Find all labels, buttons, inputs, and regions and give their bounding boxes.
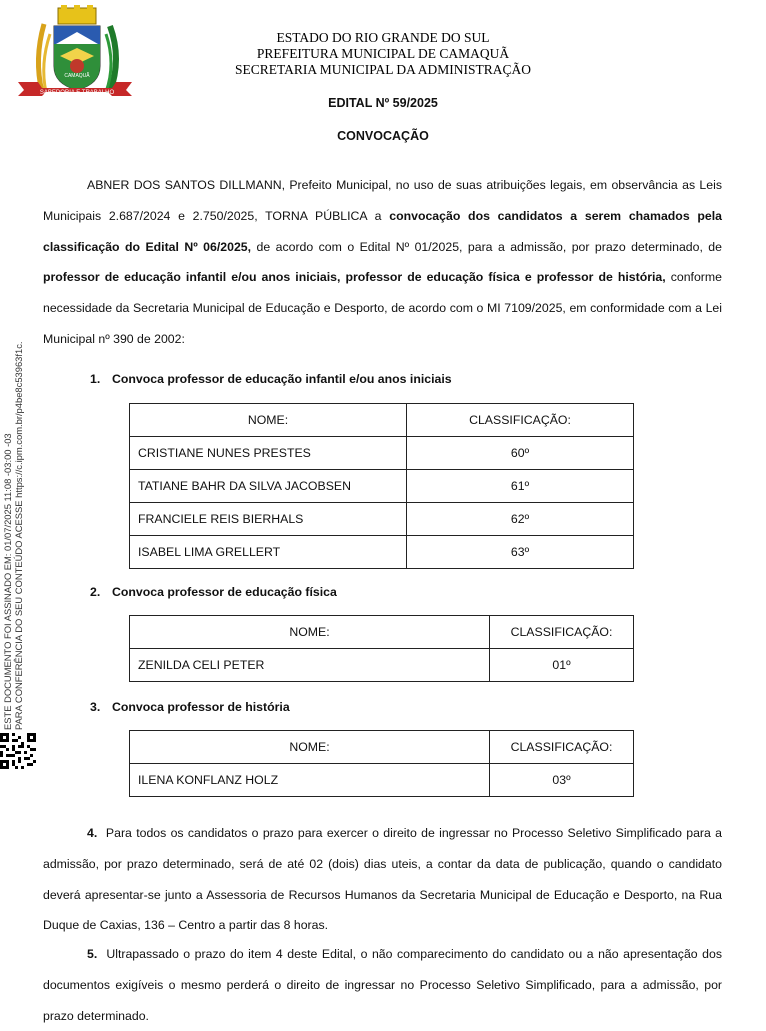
col-name-header: NOME: xyxy=(130,616,490,649)
candidate-name: CRISTIANE NUNES PRESTES xyxy=(130,437,407,470)
table-row xyxy=(130,764,634,797)
table-header-row xyxy=(130,731,634,764)
item-4-paragraph xyxy=(43,818,722,941)
table-row xyxy=(130,536,634,569)
document-header xyxy=(180,30,586,78)
stamp-line-2: PARA CONFERÊNCIA DO SEU CONTEÚDO ACESSE https://c.ipm.com.br/p4be8c53963f1c. xyxy=(13,341,24,730)
candidate-name: FRANCIELE REIS BIERHALS xyxy=(130,503,407,536)
section-number: 1. xyxy=(90,372,101,386)
item-4-text: Para todos os candidatos o prazo para exercer o direito de ingressar no Processo Seletivo Simplificado para a admissão, por prazo determinado, será de até 02 (dois) dias uteis, a contar da data de publicação, quando o candidato deverá apresentar-se junto a Assessoria de Recursos Humanos da Secretaria Municipal de Educação e Desporto, na Rua Duque de Caxias, 136 – Centro a partir das 8 horas. xyxy=(43,826,722,933)
candidate-name: ZENILDA CELI PETER xyxy=(130,649,490,682)
table-row xyxy=(130,470,634,503)
candidates-table-3 xyxy=(129,730,634,797)
item-5-paragraph xyxy=(43,939,722,1031)
candidate-rank: 01º xyxy=(490,649,634,682)
candidate-rank: 03º xyxy=(490,764,634,797)
candidate-name: ISABEL LIMA GRELLERT xyxy=(130,536,407,569)
candidate-name: ILENA KONFLANZ HOLZ xyxy=(130,764,490,797)
table-header-row xyxy=(130,616,634,649)
candidates-table-1 xyxy=(129,403,634,569)
qr-code[interactable] xyxy=(0,733,36,769)
col-class-header: CLASSIFICAÇÃO: xyxy=(490,616,634,649)
edital-number: EDITAL Nº 59/2025 xyxy=(328,96,438,110)
table-row xyxy=(130,503,634,536)
header-secretariat: SECRETARIA MUNICIPAL DA ADMINISTRAÇÃO xyxy=(234,62,532,77)
section-title: Convoca professor de educação física xyxy=(112,585,337,599)
document-title: CONVOCAÇÃO xyxy=(337,129,429,143)
signature-verification-stamp xyxy=(2,342,24,731)
col-class-header: CLASSIFICAÇÃO: xyxy=(490,731,634,764)
table-row xyxy=(130,437,634,470)
table-header-row xyxy=(130,404,634,437)
intro-text-1: ABNER DOS SANTOS DILLMANN, Prefeito Municipal, no uso de suas atribuições legais, em observância as Leis Municipais 2.687/2024 e 2.750/2025, TORNA PÚBLICA a xyxy=(43,178,722,223)
section-number: 2. xyxy=(90,585,101,599)
intro-text-2: de acordo com o Edital Nº 01/2025, para a admissão, por prazo determinado, de xyxy=(251,239,722,254)
col-name-header: NOME: xyxy=(130,731,490,764)
candidate-rank: 63º xyxy=(407,536,634,569)
item-4-number: 4. xyxy=(87,826,98,840)
intro-text-3: conforme necessidade da Secretaria Municipal de Educação e Desporto, de acordo com o MI 7109/2025, em conformidade com a Lei Municipal nº 390 de 2002: xyxy=(43,270,722,346)
candidate-rank: 62º xyxy=(407,503,634,536)
header-state: ESTADO DO RIO GRANDE DO SUL xyxy=(276,30,490,45)
section-3-heading xyxy=(90,700,290,714)
section-number: 3. xyxy=(90,700,101,714)
candidate-name: TATIANE BAHR DA SILVA JACOBSEN xyxy=(130,470,407,503)
stamp-line-1: ESTE DOCUMENTO FOI ASSINADO EM: 01/07/2025 11:08 -03:00 -03 xyxy=(2,433,13,730)
col-class-header: CLASSIFICAÇÃO: xyxy=(407,404,634,437)
section-2-heading xyxy=(90,585,337,599)
candidate-rank: 61º xyxy=(407,470,634,503)
candidates-table-2 xyxy=(129,615,634,682)
intro-paragraph xyxy=(43,170,722,355)
crest-city-text: CAMAQUÃ xyxy=(64,73,90,79)
col-name-header: NOME: xyxy=(130,404,407,437)
section-title: Convoca professor de história xyxy=(112,700,290,714)
intro-bold-1: convocação dos candidatos a serem chamados pela classificação do Edital Nº 06/2025, xyxy=(43,208,722,254)
table-row xyxy=(130,649,634,682)
intro-bold-2: professor de educação infantil e/ou anos iniciais, professor de educação física e professor de história, xyxy=(43,270,666,285)
crest-ribbon-text: SABEDORIA E TRABALHO xyxy=(39,90,115,96)
item-5-text: Ultrapassado o prazo do item 4 deste Edital, o não comparecimento do candidato ou a não apresentação dos documentos exigíveis o mesmo perderá o direito de ingressar no Processo Seletivo Simplificado, para a admissão, por prazo determinado. xyxy=(43,947,722,1023)
section-title: Convoca professor de educação infantil e/ou anos iniciais xyxy=(112,372,452,386)
candidate-rank: 60º xyxy=(407,437,634,470)
section-1-heading xyxy=(90,372,452,386)
header-prefecture: PREFEITURA MUNICIPAL DE CAMAQUÃ xyxy=(256,46,510,61)
item-5-number: 5. xyxy=(87,947,98,961)
municipal-coat-of-arms xyxy=(14,4,134,100)
